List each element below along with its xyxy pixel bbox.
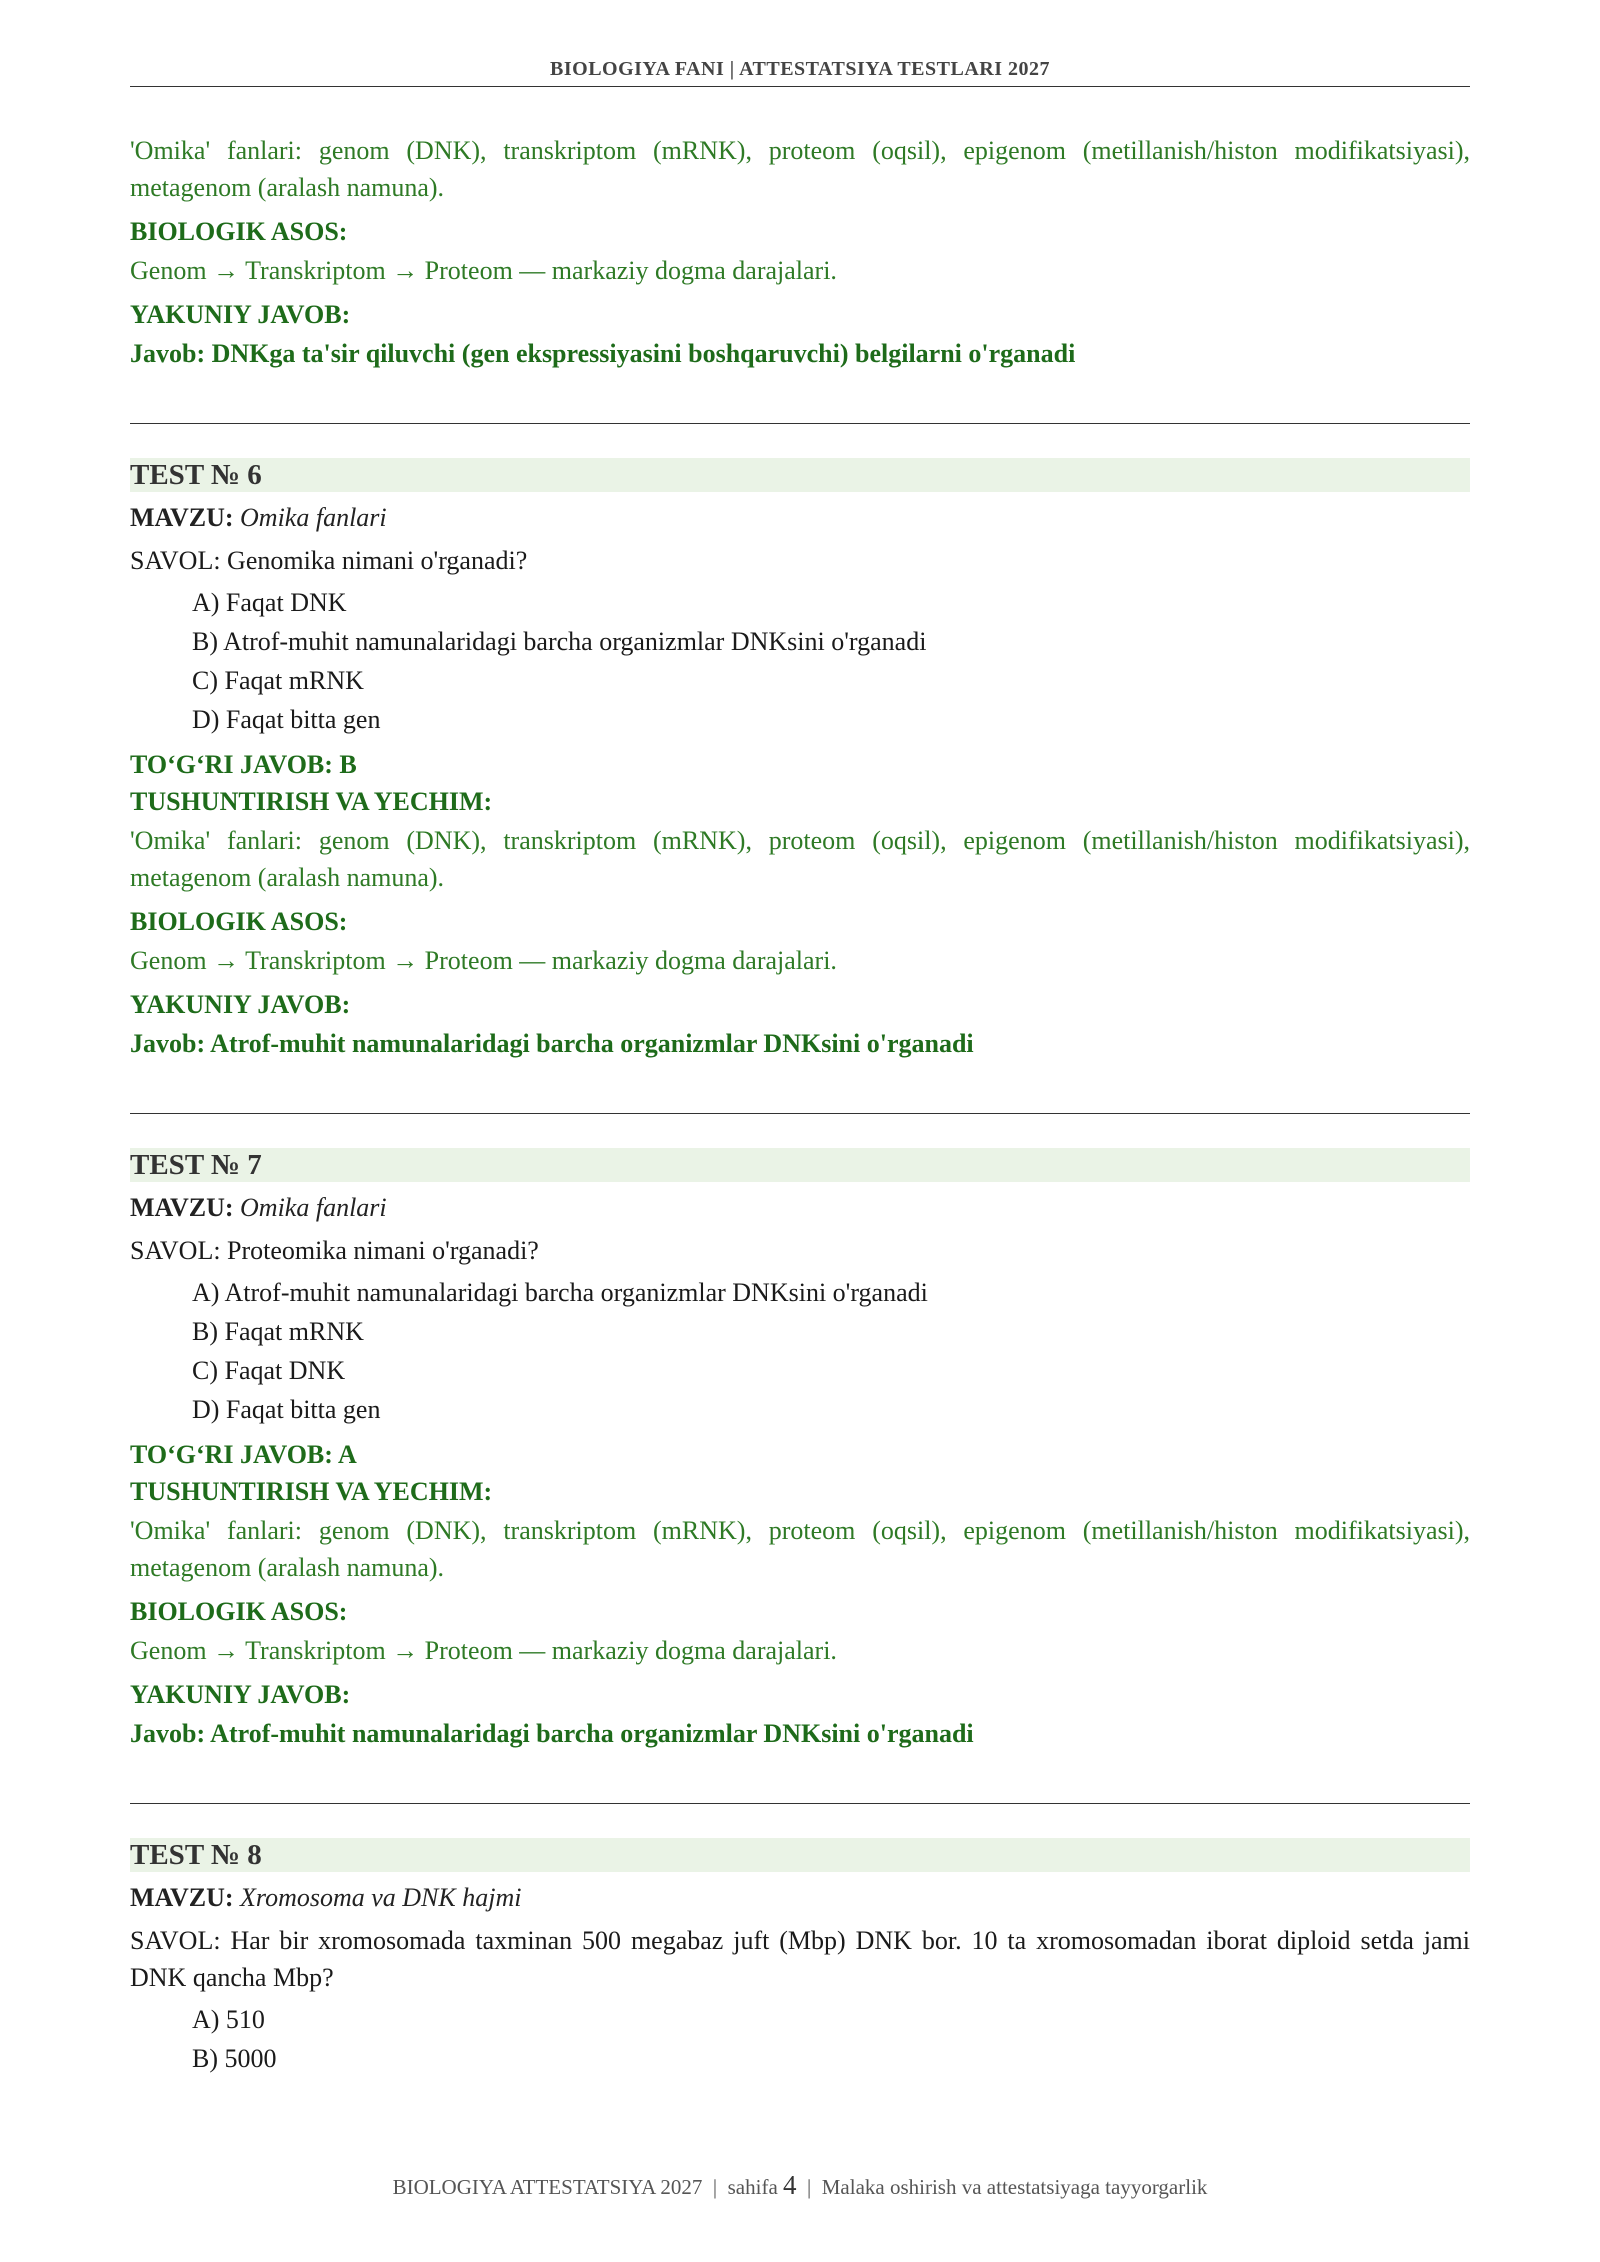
asos-label: BIOLOGIK ASOS: [130,907,348,936]
test-block-6 [130,458,1470,1063]
topic-label: MAVZU: [130,1193,234,1222]
topic-label: MAVZU: [130,503,234,532]
topic-value: Xromosoma va DNK hajmi [240,1883,522,1912]
page-number: 4 [783,2170,797,2200]
option-d: D) Faqat bitta gen [192,705,381,734]
test-question: SAVOL: Genomika nimani o'rganadi? [130,546,528,575]
intro-asos-label: BIOLOGIK ASOS: [130,217,348,246]
option-b: B) 5000 [192,2044,277,2073]
test-block-8 [130,1838,1470,2078]
final-answer: Javob: Atrof-muhit namunalaridagi barcha organizmlar DNKsini o'rganadi [130,1719,974,1748]
answer-options [192,583,1470,739]
topic-value: Omika fanlari [240,1193,387,1222]
final-answer: Javob: Atrof-muhit namunalaridagi barcha organizmlar DNKsini o'rganadi [130,1029,974,1058]
correct-answer: TO‘G‘RI JAVOB: B [130,750,357,779]
document-body [130,132,1470,2084]
test-topic [130,500,1470,536]
option-b: B) Faqat mRNK [192,1317,364,1346]
explanation-text: 'Omika' fanlari: genom (DNK), transkriptom (mRNK), proteom (oqsil), epigenom (metillanish/histon modifikatsiyasi), metagenom (aralash namuna). [130,826,1470,892]
footer-separator: | [712,2175,718,2199]
test-topic [130,1880,1470,1916]
section-divider [130,423,1470,424]
explanation-label: TUSHUNTIRISH VA YECHIM: [130,1477,493,1506]
test-topic [130,1190,1470,1226]
footer-separator: | [807,2175,812,2199]
asos-text: Genom → Transkriptom → Proteom — markaziy dogma darajalari. [130,1636,837,1665]
test-title: TEST № 7 [130,1148,1470,1182]
header-divider [130,86,1470,87]
yakuniy-label: YAKUNIY JAVOB: [130,1680,351,1709]
page-footer [0,2170,1600,2201]
section-divider [130,1803,1470,1804]
section-divider [130,1113,1470,1114]
answer-options [192,2000,1470,2078]
option-a: A) Atrof-muhit namunalaridagi barcha organizmlar DNKsini o'rganadi [192,1278,928,1307]
test-question: SAVOL: Har bir xromosomada taxminan 500 megabaz juft (Mbp) DNK bor. 10 ta xromosomadan iborat diploid setda jami DNK qancha Mbp? [130,1926,1470,1992]
test-title: TEST № 6 [130,458,1470,492]
option-c: C) Faqat DNK [192,1356,346,1385]
asos-label: BIOLOGIK ASOS: [130,1597,348,1626]
page-header: BIOLOGIYA FANI | ATTESTATSIYA TESTLARI 2027 [550,58,1050,80]
answer-options [192,1273,1470,1429]
intro-explanation: 'Omika' fanlari: genom (DNK), transkriptom (mRNK), proteom (oqsil), epigenom (metillanish/histon modifikatsiyasi), metagenom (aralash namuna). [130,136,1470,202]
option-d: D) Faqat bitta gen [192,1395,381,1424]
option-c: C) Faqat mRNK [192,666,364,695]
option-a: A) Faqat DNK [192,588,347,617]
option-a: A) 510 [192,2005,265,2034]
yakuniy-label: YAKUNIY JAVOB: [130,990,351,1019]
footer-left: BIOLOGIYA ATTESTATSIYA 2027 [392,2175,703,2199]
explanation-text: 'Omika' fanlari: genom (DNK), transkriptom (mRNK), proteom (oqsil), epigenom (metillanish/histon modifikatsiyasi), metagenom (aralash namuna). [130,1516,1470,1582]
asos-text: Genom → Transkriptom → Proteom — markaziy dogma darajalari. [130,946,837,975]
intro-asos-text: Genom → Transkriptom → Proteom — markaziy dogma darajalari. [130,256,837,285]
explanation-label: TUSHUNTIRISH VA YECHIM: [130,787,493,816]
option-b: B) Atrof-muhit namunalaridagi barcha organizmlar DNKsini o'rganadi [192,627,927,656]
test-question: SAVOL: Proteomika nimani o'rganadi? [130,1236,539,1265]
topic-label: MAVZU: [130,1883,234,1912]
footer-right: Malaka oshirish va attestatsiyaga tayyorgarlik [821,2175,1208,2199]
test-block-7 [130,1148,1470,1753]
footer-page-label: sahifa [727,2175,778,2199]
topic-value: Omika fanlari [240,503,387,532]
intro-yakuniy-label: YAKUNIY JAVOB: [130,300,351,329]
correct-answer: TO‘G‘RI JAVOB: A [130,1440,357,1469]
test-title: TEST № 8 [130,1838,1470,1872]
intro-final-answer: Javob: DNKga ta'sir qiluvchi (gen ekspressiyasini boshqaruvchi) belgilarni o'rganadi [130,339,1076,368]
